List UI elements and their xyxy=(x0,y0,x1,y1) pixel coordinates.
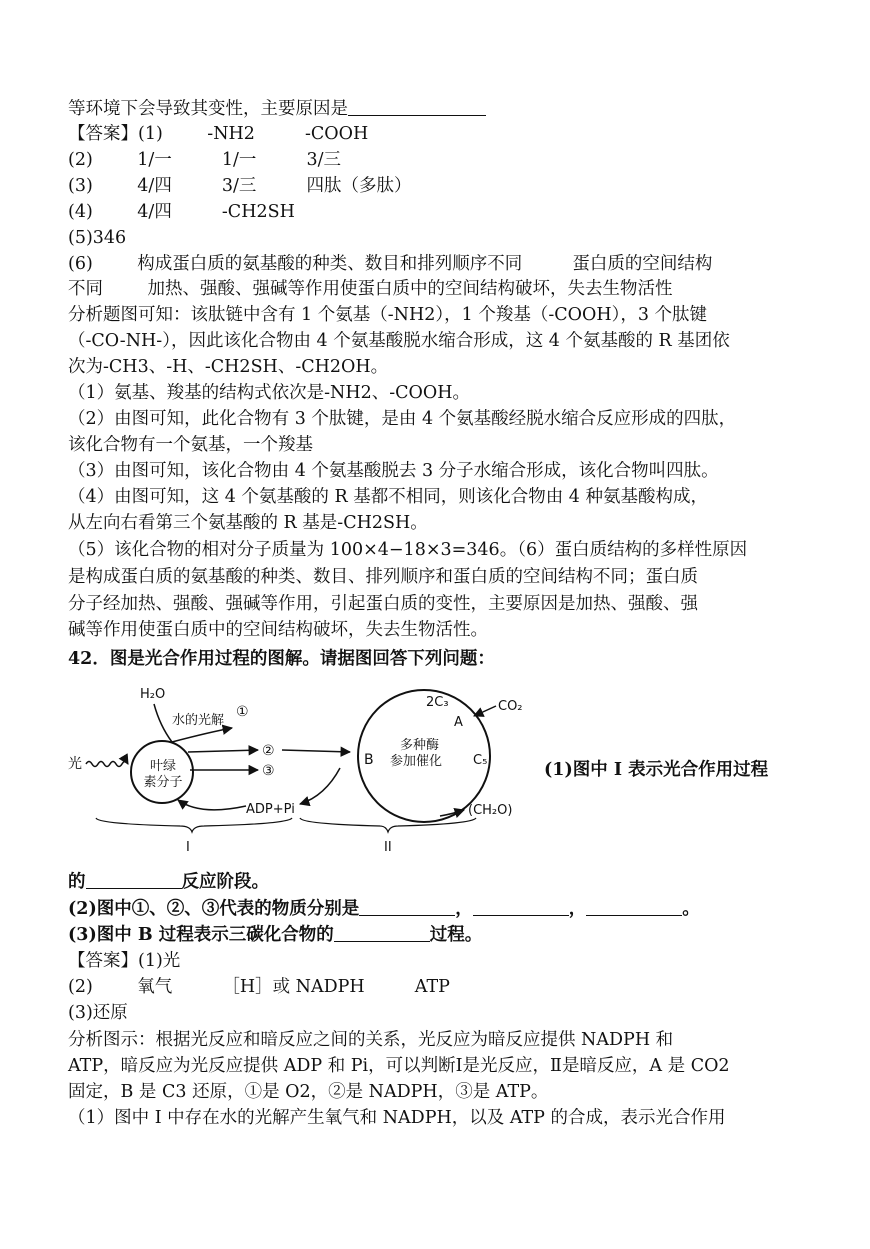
answer-blank xyxy=(473,897,569,916)
text-line: 是构成蛋白质的氨基酸的种类、数目、排列顺序和蛋白质的空间结构不同；蛋白质 xyxy=(68,567,698,587)
text-line: （5）该化合物的相对分子质量为 100×4−18×3=346。（6）蛋白质结构的多样性原因 xyxy=(68,540,748,560)
text-line: （4）由图可知，这 4 个氨基酸的 R 基都不相同，则该化合物由 4 种氨基酸构成， xyxy=(68,487,708,507)
h2o-label: H₂O xyxy=(140,687,166,702)
answer-blank xyxy=(348,97,486,116)
two-c3-label: 2C₃ xyxy=(426,695,449,710)
light-label: 光 xyxy=(68,756,82,772)
analysis-line: ATP，暗反应为光反应提供 ADP 和 Pi，可以判断Ⅰ是光反应，Ⅱ是暗反应，A 是 CO2 xyxy=(68,1056,730,1076)
enzyme-label-2: 参加催化 xyxy=(390,754,443,769)
ch2o-label: (CH₂O) xyxy=(468,803,513,818)
answer-blank xyxy=(359,897,455,916)
text-line: 次为-CH3、-H、-CH2SH、-CH2OH。 xyxy=(68,357,389,377)
text-line: (5)346 xyxy=(68,228,127,248)
stage-one-label: I xyxy=(186,840,190,855)
adp-arrow-in xyxy=(300,768,340,804)
analysis-line: 固定，B 是 C3 还原，①是 O2，②是 NADPH，③是 ATP。 xyxy=(68,1082,549,1102)
answer-line: (2) 氧气 ［H］或 NADPH ATP xyxy=(68,977,450,997)
chlorophyll-label-1: 叶绿 xyxy=(149,759,177,774)
text-line: (3) 4/四 3/三 四肽（多肽） xyxy=(68,176,412,196)
light-wave-arrow xyxy=(86,762,128,767)
answer-blank xyxy=(86,870,182,889)
answer-line: (3)还原 xyxy=(68,1003,128,1023)
water-split-label: 水的光解 xyxy=(172,713,225,728)
co2-label: CO₂ xyxy=(498,699,523,714)
text-line: 等环境下会导致其变性，主要原因是 xyxy=(68,96,486,122)
text-line: (6) 构成蛋白质的氨基酸的种类、数目和排列顺序不同 蛋白质的空间结构 xyxy=(68,254,713,274)
answer-blank xyxy=(586,897,682,916)
photosynthesis-diagram xyxy=(60,676,560,866)
text-line: 分析题图可知：该肽链中含有 1 个氨基（-NH2），1 个羧基（-COOH），3 个肽键 xyxy=(68,305,708,325)
a-label: A xyxy=(454,715,463,730)
question-heading: 42．图是光合作用过程的图解。请据图回答下列问题： xyxy=(68,649,495,669)
to-b-arrow xyxy=(282,750,350,752)
co2-arrow xyxy=(474,706,496,716)
c5-label: C₅ xyxy=(473,753,488,768)
stage-two-bracket xyxy=(300,818,476,832)
question-1-part-b: 的 反应阶段。 xyxy=(68,872,269,892)
text-line: 不同 加热、强酸、强碱等作用使蛋白质中的空间结构破坏，失去生物活性 xyxy=(68,279,673,299)
text-line: (4) 4/四 -CH2SH xyxy=(68,202,295,222)
water-line xyxy=(154,704,172,742)
text-line: （-CO-NH-），因此该化合物由 4 个氨基酸脱水缩合形成，这 4 个氨基酸的 R 基团依 xyxy=(68,331,730,351)
stage-one-bracket xyxy=(96,818,292,832)
text-line: （1）氨基、羧基的结构式依次是-NH2、-COOH。 xyxy=(68,383,471,403)
text-line: 碱等作用使蛋白质中的空间结构破坏，失去生物活性。 xyxy=(68,620,488,640)
question-3: (3)图中 B 过程表示三碳化合物的 过程。 xyxy=(68,925,483,945)
analysis-line: （1）图中 I 中存在水的光解产生氧气和 NADPH，以及 ATP 的合成，表示光合作用 xyxy=(68,1108,726,1128)
question-2: (2)图中①、②、③代表的物质分别是 ， ， 。 xyxy=(68,899,700,919)
analysis-line: 分析图示：根据光反应和暗反应之间的关系，光反应为暗反应提供 NADPH 和 xyxy=(68,1030,674,1050)
text-line: 【答案】(1) -NH2 -COOH xyxy=(68,124,369,144)
adp-arrow-out xyxy=(178,800,246,810)
answer-blank xyxy=(334,923,430,942)
answer-line: 【答案】(1)光 xyxy=(68,951,181,971)
text-line: 从左向右看第三个氨基酸的 R 基是-CH2SH。 xyxy=(68,513,428,533)
nadph-arrow xyxy=(188,750,258,752)
text-line: 分子经加热、强酸、强碱等作用，引起蛋白质的变性，主要原因是加热、强酸、强 xyxy=(68,594,698,614)
text-line: (2) 1/一 1/一 3/三 xyxy=(68,150,342,170)
circle-two: ② xyxy=(262,743,275,759)
text-line: （3）由图可知，该化合物由 4 个氨基酸脱去 3 分子水缩合形成，该化合物叫四肽。 xyxy=(68,461,719,481)
b-label: B xyxy=(364,752,374,768)
chlorophyll-label-2: 素分子 xyxy=(143,775,183,790)
question-1-part-a: (1)图中 I 表示光合作用过程 xyxy=(544,760,769,780)
enzyme-label-1: 多种酶 xyxy=(400,738,440,753)
circle-three: ③ xyxy=(262,763,275,779)
stage-two-label: II xyxy=(384,840,392,855)
adp-label: ADP+Pi xyxy=(246,802,295,817)
oxygen-arrow xyxy=(172,728,232,742)
text-line: （2）由图可知，此化合物有 3 个肽键，是由 4 个氨基酸经脱水缩合反应形成的四肽， xyxy=(68,409,737,429)
circle-one: ① xyxy=(236,704,249,720)
text-line: 该化合物有一个氨基，一个羧基 xyxy=(68,435,313,455)
